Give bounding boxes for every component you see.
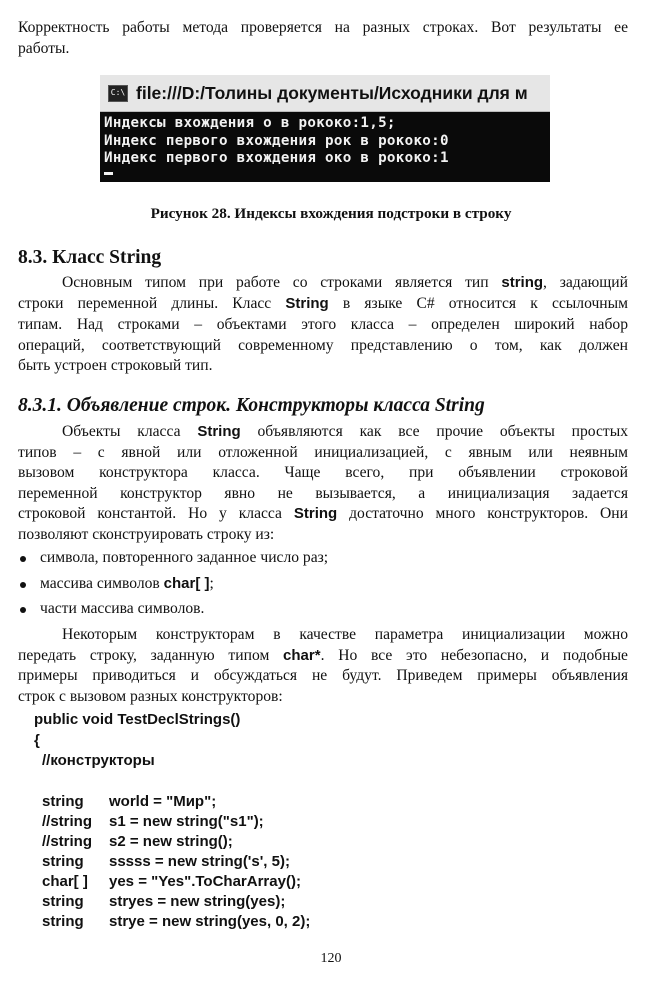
console-output <box>104 115 449 168</box>
paragraph-line: Основным типом при работе со строками является тип string, задающий <box>62 274 628 291</box>
code-signature: public void TestDeclStrings() <box>34 711 241 728</box>
paragraph-line: строки переменной длины. Класс String в языке C# относится к ссылочным <box>18 295 628 312</box>
console-line: Индекс первого вхождения око в рококо:1 <box>104 150 449 166</box>
paragraph-line: Объекты класса String объявляются как все прочие объекты простых <box>62 423 628 440</box>
paragraph-line: вызовом конструктора класса. Чаще всего, при объявлении строковой <box>18 464 628 481</box>
keyword-char-array: char[ ] <box>163 575 210 592</box>
paragraph-line: строковой константой. Но у класса String достаточно много конструкторов. Они <box>18 505 628 522</box>
code-line: string stryes = new string(yes); <box>42 893 286 910</box>
figure-caption: Рисунок 28. Индексы вхождения подстроки в строку <box>150 205 512 222</box>
bullet-icon <box>20 607 26 613</box>
paragraph-line: передать строку, заданную типом char*. Но все это небезопасно, и подобные <box>18 647 628 664</box>
console-line: Индексы вхождения о в рококо:1,5; <box>104 115 396 131</box>
console-line: Индекс первого вхождения рок в рококо:0 <box>104 132 449 149</box>
paragraph-line: Некоторым конструкторам в качестве параметра инициализации можно <box>62 626 628 643</box>
console-title-text: file:///D:/Толины документы/Исходники для м <box>136 83 528 103</box>
paragraph-line: быть устроен строковый тип. <box>18 357 213 374</box>
keyword-char-pointer: char* <box>283 647 321 664</box>
code-line: char[ ] yes = "Yes".ToCharArray(); <box>42 873 301 890</box>
paragraph-line: примеры приводиться и обсуждаться не будут. Приведем примеры объявления <box>18 667 628 684</box>
paragraph-line: операций, соответствующий современному представлению о том, как должен <box>18 337 628 354</box>
keyword-String: String <box>285 295 329 312</box>
paragraph-line: переменной конструктор явно не вызывается, а инициализация задается <box>18 485 628 502</box>
paragraph-line: строк с вызовом разных конструкторов: <box>18 688 283 705</box>
paragraph-line: типам. Над строками – объектами этого класса – определен широкий набор <box>18 316 628 333</box>
code-line: string world = "Мир"; <box>42 793 217 810</box>
keyword-String: String <box>197 423 241 440</box>
section-heading-8-3-1: 8.3.1. Объявление строк. Конструкторы класса String <box>18 395 485 416</box>
keyword-string: string <box>501 274 544 291</box>
paragraph-line: позволяют сконструировать строку из: <box>18 526 275 543</box>
bullet-icon <box>20 556 26 562</box>
console-cursor <box>104 172 113 175</box>
code-comment: //конструкторы <box>42 752 155 769</box>
keyword-String: String <box>293 505 338 522</box>
paragraph-line: типов – с явной или отложенной инициализацией, с явным или неявным <box>18 444 628 461</box>
code-line: //string s2 = new string(); <box>42 833 233 850</box>
page-number: 120 <box>320 951 342 966</box>
code-line: string strye = new string(yes, 0, 2); <box>42 913 311 930</box>
bullet-icon <box>20 582 26 588</box>
console-title-bar <box>100 75 550 112</box>
code-open-brace: { <box>34 732 40 749</box>
code-line: //string s1 = new string("s1"); <box>42 813 264 830</box>
section-heading-8-3: 8.3. Класс String <box>18 247 162 268</box>
intro-line-2: работы. <box>18 40 70 57</box>
code-line: string sssss = new string('s', 5); <box>42 853 290 870</box>
intro-line-1: Корректность работы метода проверяется на разных строках. Вот результаты ее <box>18 19 628 36</box>
console-window-figure <box>100 75 550 182</box>
console-app-icon: C:\ <box>108 85 128 102</box>
